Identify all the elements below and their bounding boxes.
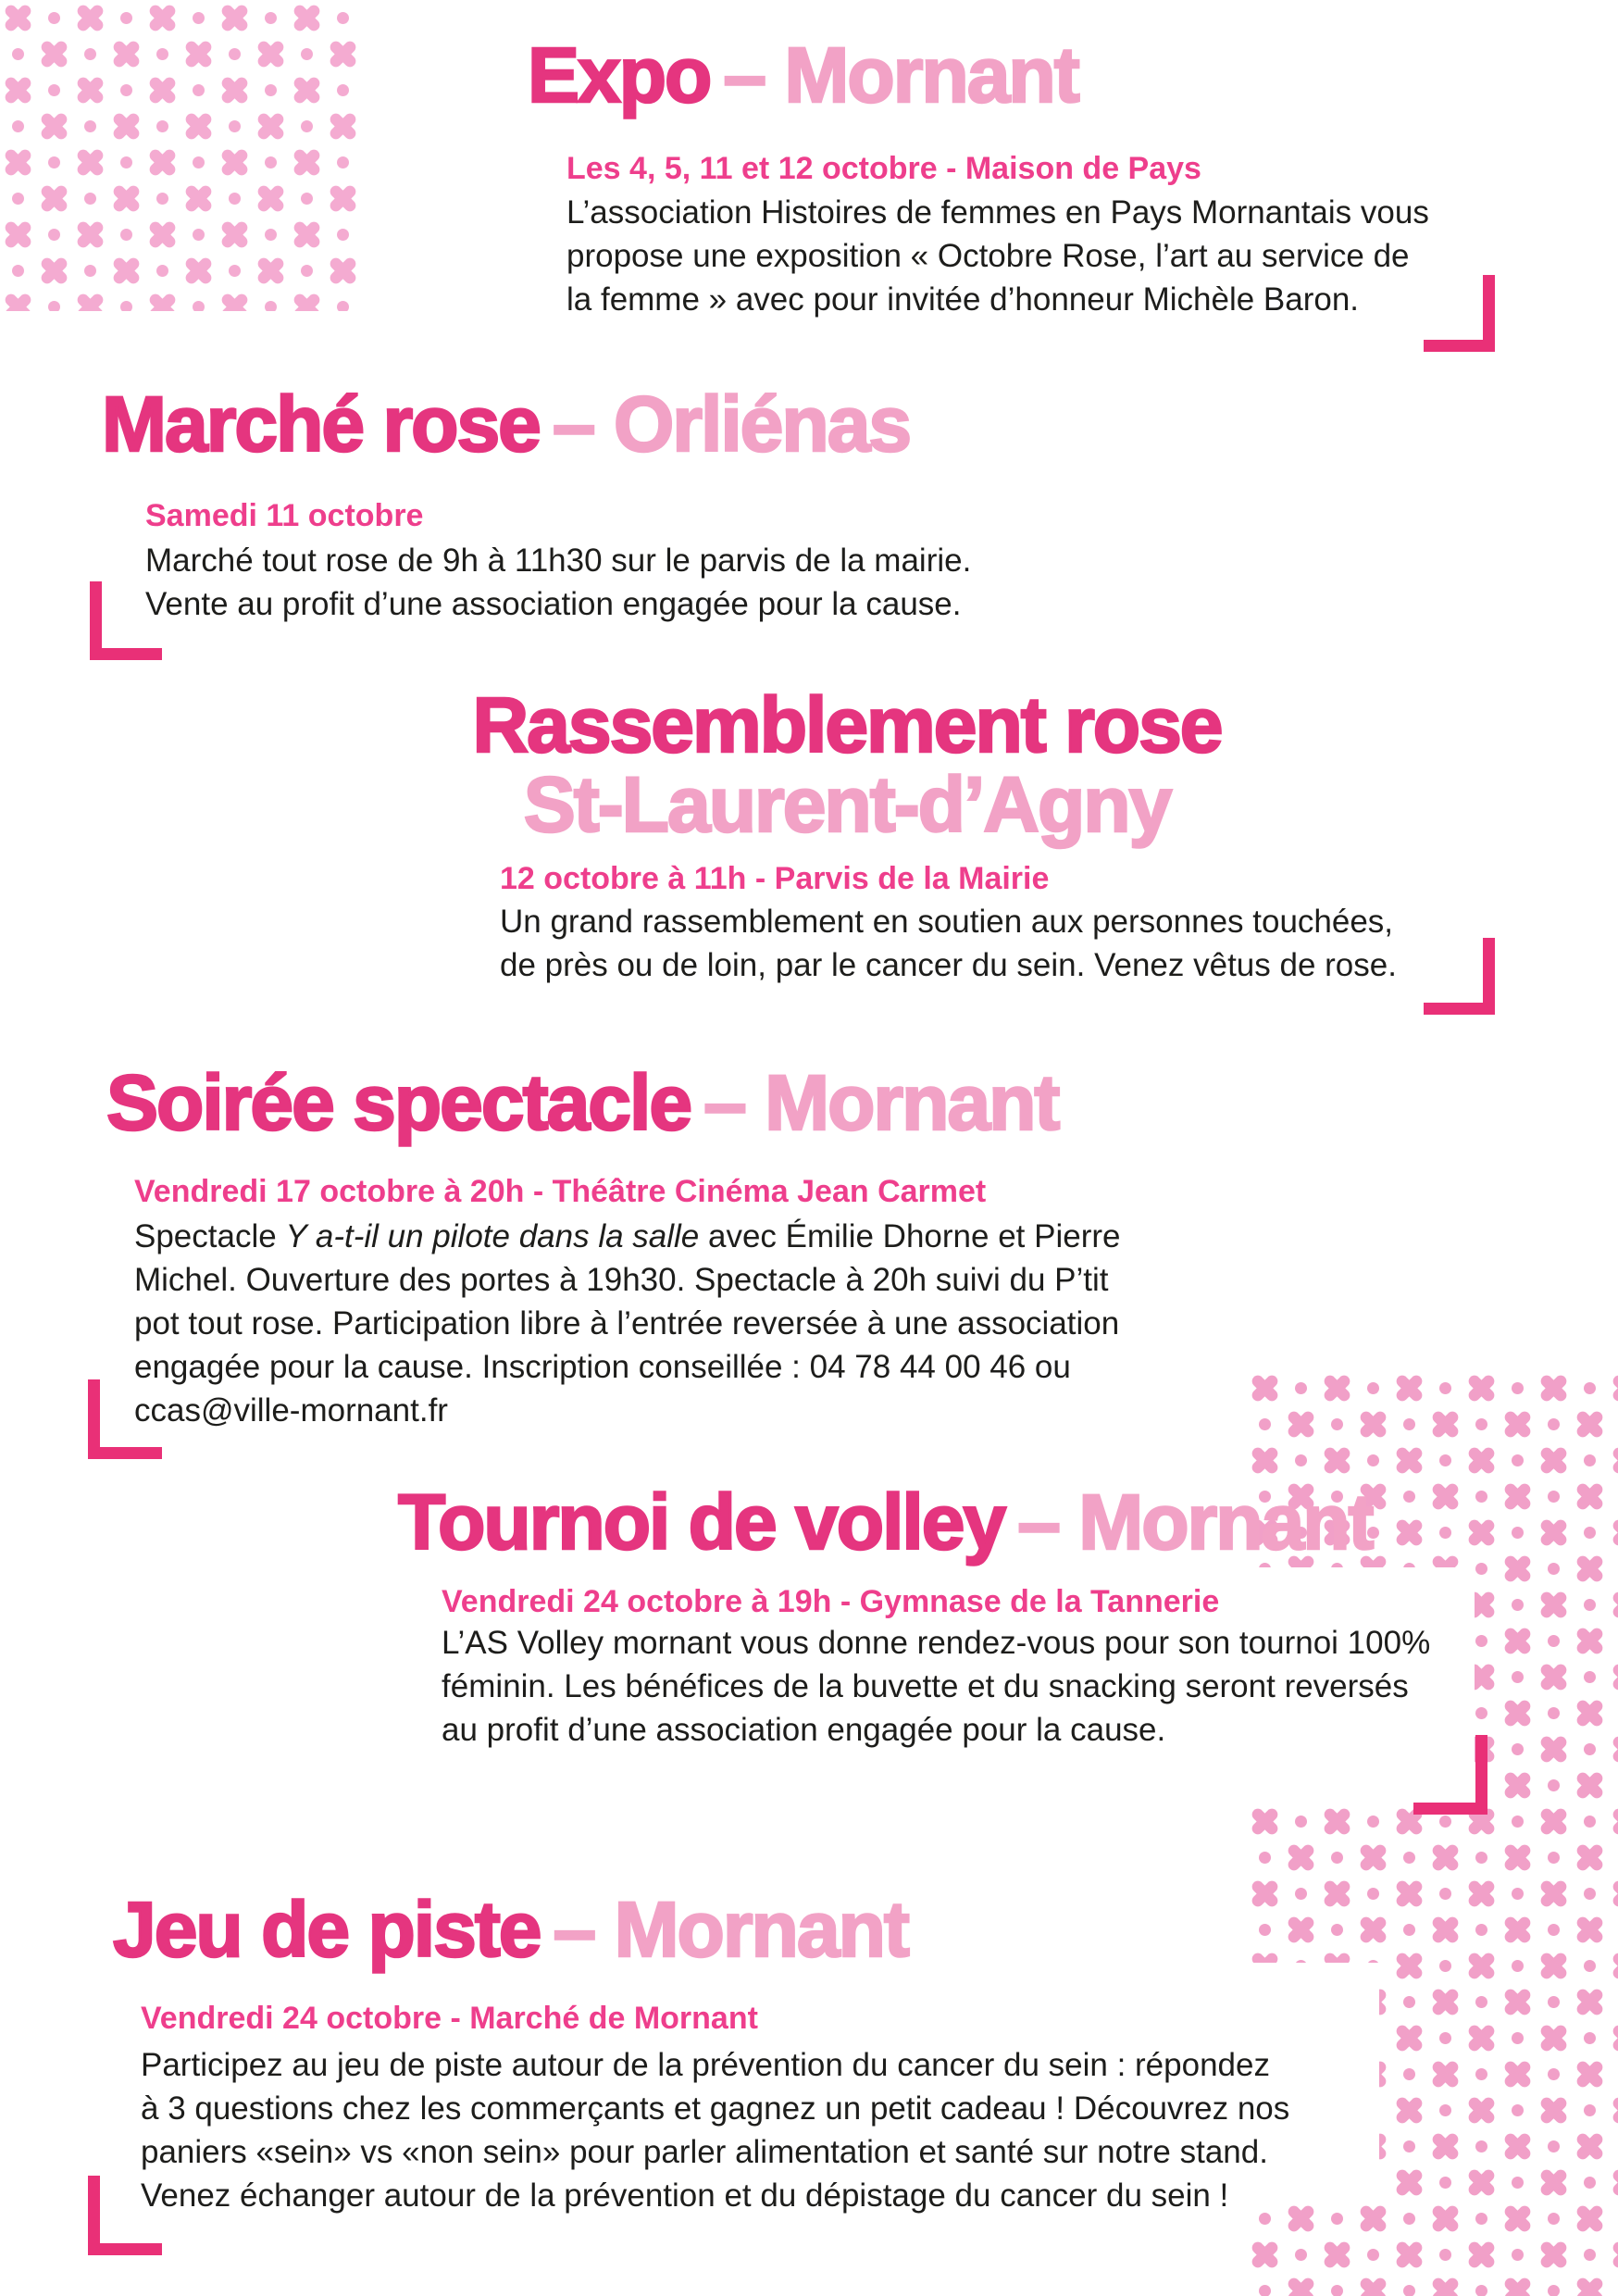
event-title-tournoi — [398, 1479, 1373, 1566]
event-title-jeu — [113, 1886, 908, 1973]
event-description-marche — [145, 539, 971, 626]
event-title-dark: Rassemblement rose — [472, 681, 1222, 768]
description-line: au profit d’une association engagée pour la cause. — [442, 1712, 1166, 1748]
show-title-italic: Y a-t-il un pilote dans la salle — [285, 1218, 700, 1254]
event-description-expo — [566, 191, 1429, 321]
description-line: pot tout rose. Participation libre à l’entrée reversée à une association — [134, 1305, 1120, 1341]
description-line: Venez échanger autour de la prévention et du dépistage du cancer du sein ! — [141, 2177, 1229, 2214]
event-description-jeu — [141, 2043, 1289, 2217]
event-title-dark: Tournoi de volley — [398, 1479, 1005, 1566]
event-title-dark: Soirée spectacle — [106, 1059, 691, 1146]
description-line: paniers «sein» vs «non sein» pour parler alimentation et santé sur notre stand. — [141, 2134, 1268, 2170]
description-line: la femme » avec pour invitée d’honneur Michèle Baron. — [566, 281, 1360, 318]
description-line: de près ou de loin, par le cancer du sein. Venez vêtus de rose. — [500, 947, 1397, 983]
description-text: avec Émilie Dhorne et Pierre — [699, 1218, 1121, 1254]
event-title-marche — [102, 381, 911, 468]
description-line: Marché tout rose de 9h à 11h30 sur le parvis de la mairie. — [145, 543, 972, 579]
event-title-light: – Orliénas — [552, 381, 911, 468]
description-line: propose une exposition « Octobre Rose, l’art au service de — [566, 238, 1410, 274]
event-description-soiree — [134, 1215, 1120, 1432]
event-title-dark: Expo — [528, 31, 711, 119]
contact-email: ccas@ville-mornant.fr — [134, 1392, 448, 1429]
event-description-tournoi — [442, 1621, 1430, 1752]
description-line: Un grand rassemblement en soutien aux personnes touchées, — [500, 904, 1394, 940]
event-title-light: – Mornant — [703, 1059, 1059, 1146]
event-date-location-marche: Samedi 11 octobre — [145, 498, 424, 533]
description-line: engagée pour la cause. Inscription conseillée : 04 78 44 00 46 ou — [134, 1349, 1071, 1385]
event-title-light: – Mornant — [723, 31, 1078, 119]
event-title-rassemblement — [315, 681, 1379, 848]
event-date-location-rassemblement: 12 octobre à 11h - Parvis de la Mairie — [500, 861, 1050, 896]
event-title-light: St-Laurent-d’Agny — [523, 761, 1171, 848]
description-line — [134, 1215, 1120, 1258]
event-date-location-jeu: Vendredi 24 octobre - Marché de Mornant — [141, 2001, 758, 2036]
description-line: Vente au profit d’une association engagée pour la cause. — [145, 586, 962, 622]
description-line: L’AS Volley mornant vous donne rendez-vous pour son tournoi 100% — [442, 1625, 1431, 1661]
description-line: L’association Histoires de femmes en Pays Mornantais vous — [566, 194, 1429, 231]
description-line: à 3 questions chez les commerçants et gagnez un petit cadeau ! Découvrez nos — [141, 2090, 1290, 2127]
description-text: Spectacle — [134, 1218, 286, 1254]
corner-bracket-expo — [1424, 275, 1495, 352]
event-title-light: – Mornant — [553, 1886, 908, 1973]
event-date-location-soiree: Vendredi 17 octobre à 20h - Théâtre Cinéma Jean Carmet — [134, 1174, 987, 1209]
event-date-location-tournoi: Vendredi 24 octobre à 19h - Gymnase de la Tannerie — [442, 1584, 1220, 1619]
description-line: Michel. Ouverture des portes à 19h30. Spectacle à 20h suivi du P’tit — [134, 1262, 1109, 1298]
event-title-light: – Mornant — [1017, 1479, 1373, 1566]
description-line: Participez au jeu de piste autour de la prévention du cancer du sein : répondez — [141, 2047, 1270, 2083]
event-title-dark: Marché rose — [102, 381, 540, 468]
event-title-expo — [528, 31, 1078, 119]
x-dot-pattern-top-left — [0, 0, 361, 311]
description-line: féminin. Les bénéfices de la buvette et du snacking seront reversés — [442, 1668, 1409, 1704]
event-title-soiree — [106, 1059, 1059, 1146]
event-description-rassemblement — [500, 900, 1397, 987]
event-title-dark: Jeu de piste — [113, 1886, 541, 1973]
event-date-location-expo: Les 4, 5, 11 et 12 octobre - Maison de Pays — [566, 151, 1201, 186]
corner-bracket-rassemblement — [1424, 938, 1495, 1015]
